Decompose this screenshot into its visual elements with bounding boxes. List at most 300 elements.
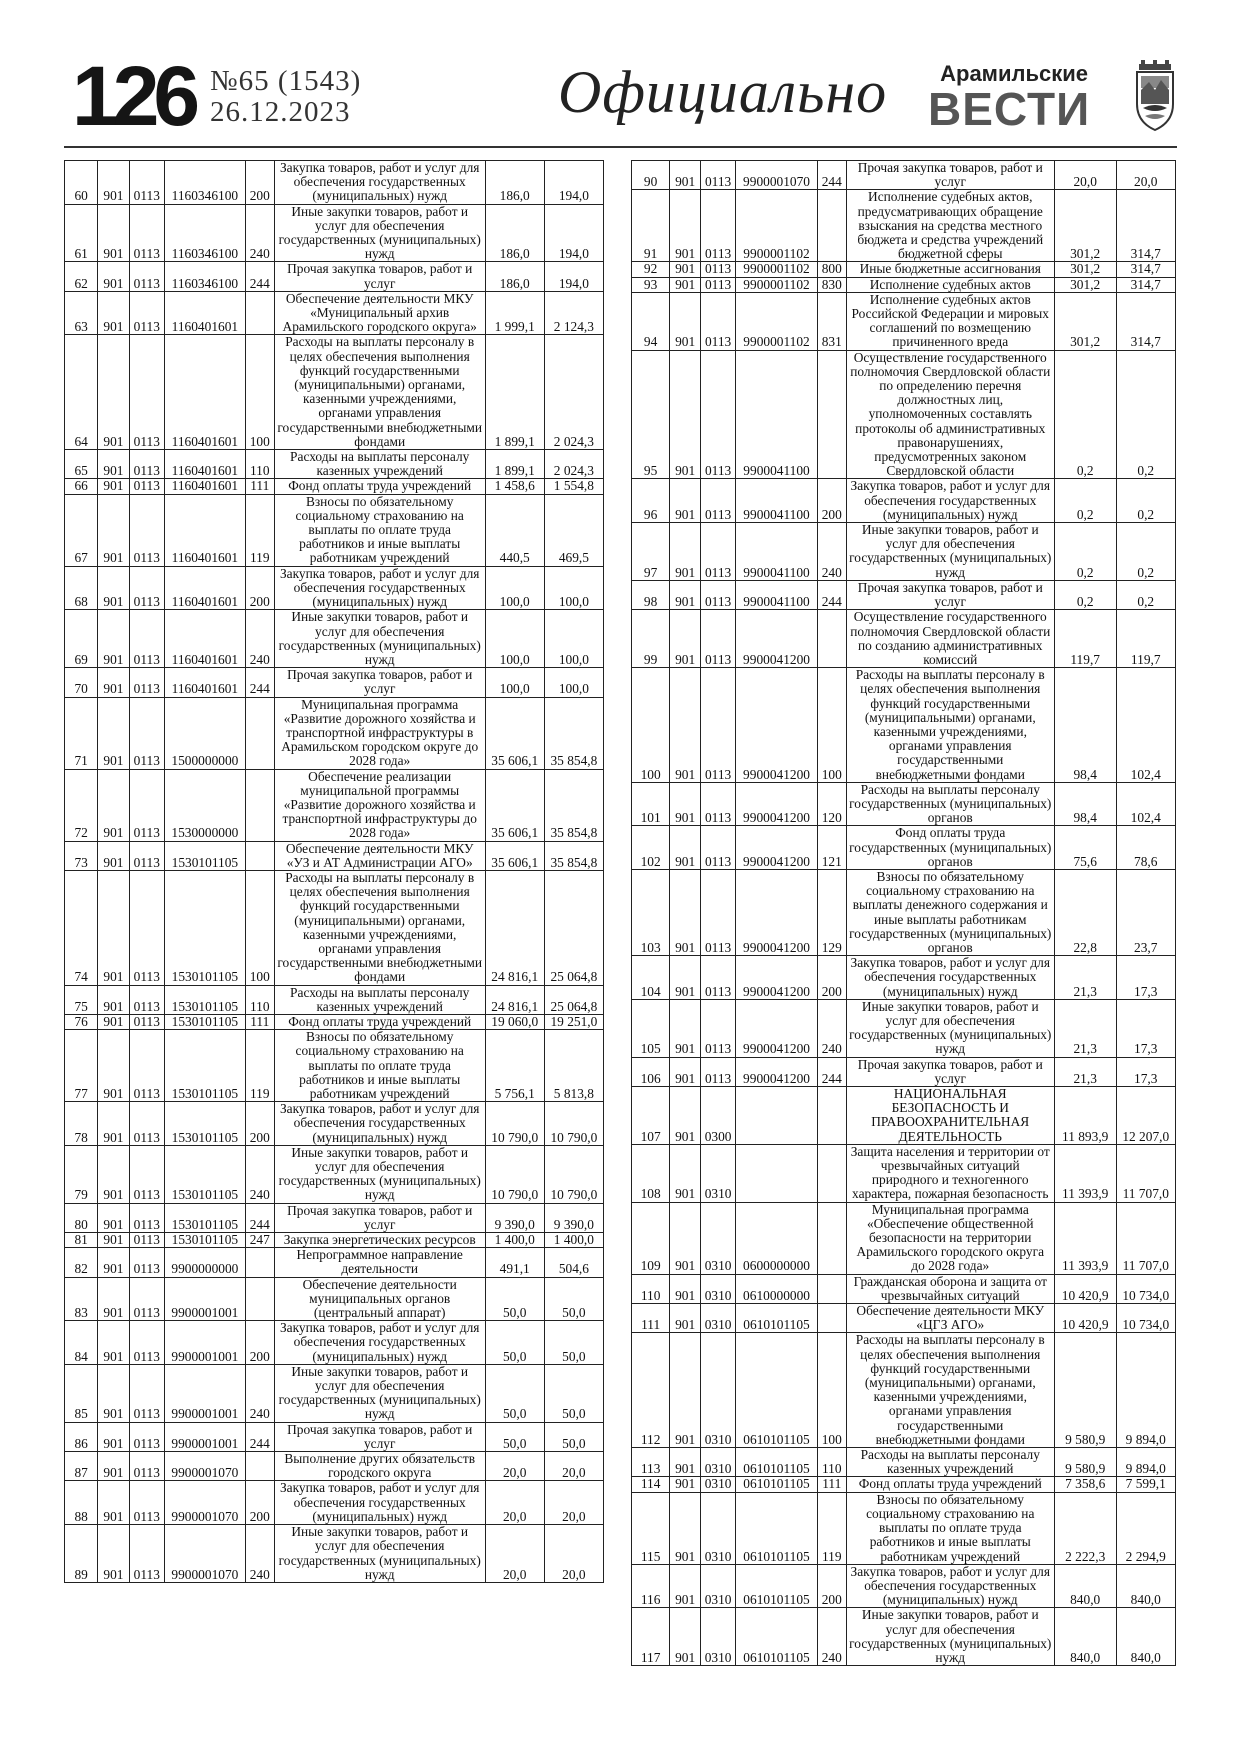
target-article-cell: 9900001070 [736, 161, 818, 190]
section-code-cell: 0113 [701, 523, 736, 581]
amount-2025-cell: 301,2 [1054, 190, 1116, 262]
dept-code-cell: 901 [98, 204, 129, 262]
expense-type-cell: 119 [245, 1030, 274, 1102]
table-row [632, 1564, 1176, 1608]
expense-type-cell: 110 [817, 1448, 846, 1477]
row-number-cell: 63 [65, 291, 98, 335]
expense-type-cell: 240 [817, 523, 846, 581]
item-name-cell: Иные закупки товаров, работ и услуг для обеспечения государственных (муниципальных) нужд [274, 1525, 485, 1583]
dept-code-cell: 901 [670, 1057, 701, 1086]
table-row [65, 870, 604, 985]
target-article-cell: 1530101105 [165, 870, 246, 985]
dept-code-cell: 901 [98, 1014, 129, 1029]
section-code-cell: 0113 [701, 869, 736, 955]
section-code-cell: 0113 [129, 1481, 165, 1525]
target-article-cell: 0610101105 [736, 1608, 818, 1666]
item-name-cell: Закупка товаров, работ и услуг для обеспечения государственных (муниципальных) нужд [274, 1102, 485, 1146]
amount-2025-cell: 10 420,9 [1054, 1274, 1116, 1303]
dept-code-cell: 901 [670, 1333, 701, 1448]
issue-date: 26.12.2023 [210, 96, 351, 128]
table-row [65, 262, 604, 291]
section-code-cell: 0310 [701, 1333, 736, 1448]
target-article-cell: 9900001102 [736, 190, 818, 262]
target-article-cell: 9900041200 [736, 956, 818, 1000]
item-name-cell: Прочая закупка товаров, работ и услуг [274, 1203, 485, 1232]
section-code-cell: 0113 [129, 870, 165, 985]
row-number-cell: 88 [65, 1481, 98, 1525]
page-number: 126 [72, 49, 195, 143]
section-code-cell: 0113 [129, 769, 165, 841]
item-name-cell: Закупка товаров, работ и услуг для обеспечения государственных (муниципальных) нужд [846, 1564, 1054, 1608]
table-row [632, 1274, 1176, 1303]
table-row [632, 277, 1176, 292]
expense-type-cell: 830 [817, 277, 846, 292]
table-row [65, 1203, 604, 1232]
item-name-cell: Фонд оплаты труда учреждений [846, 1477, 1054, 1492]
section-code-cell: 0113 [129, 697, 165, 769]
item-name-cell: Закупка энергетических ресурсов [274, 1233, 485, 1248]
target-article-cell: 0610101105 [736, 1492, 818, 1564]
amount-2025-cell: 186,0 [485, 161, 544, 205]
amount-2026-cell: 2 294,9 [1116, 1492, 1176, 1564]
item-name-cell: Взносы по обязательному социальному страхованию на выплаты по оплате труда работников и иные выплаты работникам учреждений [846, 1492, 1054, 1564]
amount-2025-cell: 11 893,9 [1054, 1087, 1116, 1145]
amount-2025-cell: 7 358,6 [1054, 1477, 1116, 1492]
amount-2026-cell: 102,4 [1116, 782, 1176, 826]
amount-2025-cell: 21,3 [1054, 956, 1116, 1000]
item-name-cell: Муниципальная программа «Обеспечение общественной безопасности на территории Арамильского городского округа до 2028 года» [846, 1202, 1054, 1274]
section-code-cell: 0113 [129, 1525, 165, 1583]
amount-2026-cell: 194,0 [544, 262, 603, 291]
section-code-cell: 0310 [701, 1492, 736, 1564]
dept-code-cell: 901 [98, 697, 129, 769]
section-code-cell: 0113 [701, 350, 736, 479]
row-number-cell: 99 [632, 610, 670, 668]
amount-2026-cell: 25 064,8 [544, 870, 603, 985]
target-article-cell: 9900000000 [165, 1248, 246, 1277]
amount-2025-cell: 100,0 [485, 610, 544, 668]
section-code-cell: 0113 [701, 782, 736, 826]
table-row [632, 826, 1176, 870]
item-name-cell: Расходы на выплаты персоналу казенных учреждений [274, 985, 485, 1014]
item-name-cell: Закупка товаров, работ и услуг для обеспечения государственных (муниципальных) нужд [274, 1321, 485, 1365]
item-name-cell: Обеспечение деятельности муниципальных органов (центральный аппарат) [274, 1277, 485, 1321]
amount-2025-cell: 35 606,1 [485, 697, 544, 769]
target-article-cell: 9900041100 [736, 580, 818, 609]
paper-logo [928, 61, 1091, 135]
section-title: Официально [558, 59, 888, 125]
target-article-cell: 9900041200 [736, 999, 818, 1057]
amount-2026-cell: 0,2 [1116, 350, 1176, 479]
amount-2026-cell: 314,7 [1116, 277, 1176, 292]
item-name-cell: Расходы на выплаты персоналу в целях обеспечения выполнения функций государственными (муниципальными) органами, казенными учреждениями, органами управления государственными внебюджетными фондами [274, 335, 485, 450]
table-row [65, 1364, 604, 1422]
section-code-cell: 0300 [701, 1087, 736, 1145]
dept-code-cell: 901 [98, 985, 129, 1014]
dept-code-cell: 901 [98, 1145, 129, 1203]
target-article-cell: 9900001102 [736, 277, 818, 292]
dept-code-cell: 901 [670, 1304, 701, 1333]
amount-2025-cell: 24 816,1 [485, 870, 544, 985]
amount-2026-cell: 20,0 [1116, 161, 1176, 190]
dept-code-cell: 901 [670, 1202, 701, 1274]
target-article-cell: 9900041200 [736, 869, 818, 955]
amount-2025-cell: 20,0 [1054, 161, 1116, 190]
expense-type-cell: 240 [245, 204, 274, 262]
amount-2026-cell: 194,0 [544, 161, 603, 205]
target-article-cell: 9900001001 [165, 1364, 246, 1422]
expense-type-cell: 111 [245, 479, 274, 494]
table-row [65, 1145, 604, 1203]
table-row [632, 479, 1176, 523]
target-article-cell: 1530101105 [165, 1203, 246, 1232]
section-code-cell: 0113 [701, 826, 736, 870]
amount-2026-cell: 35 854,8 [544, 841, 603, 870]
target-article-cell: 1530101105 [165, 1145, 246, 1203]
dept-code-cell: 901 [670, 580, 701, 609]
amount-2026-cell: 50,0 [544, 1422, 603, 1451]
dept-code-cell: 901 [98, 1030, 129, 1102]
item-name-cell: Прочая закупка товаров, работ и услуг [846, 161, 1054, 190]
expense-type-cell [817, 610, 846, 668]
issue-number: №65 (1543) [210, 65, 362, 97]
coat-of-arms-icon [1133, 60, 1177, 132]
dept-code-cell: 901 [98, 841, 129, 870]
table-row [65, 841, 604, 870]
dept-code-cell: 901 [670, 161, 701, 190]
item-name-cell: Расходы на выплаты персоналу государственных (муниципальных) органов [846, 782, 1054, 826]
amount-2025-cell: 20,0 [485, 1481, 544, 1525]
row-number-cell: 108 [632, 1144, 670, 1202]
amount-2025-cell: 0,2 [1054, 350, 1116, 479]
item-name-cell: Осуществление государственного полномочия Свердловской области по созданию административных комиссий [846, 610, 1054, 668]
issue-info [210, 66, 361, 128]
expense-type-cell [817, 1202, 846, 1274]
amount-2025-cell: 1 458,6 [485, 479, 544, 494]
table-row [65, 1233, 604, 1248]
expense-type-cell [817, 1274, 846, 1303]
left-column [64, 160, 604, 1583]
dept-code-cell: 901 [670, 1492, 701, 1564]
target-article-cell: 1160401601 [165, 479, 246, 494]
row-number-cell: 66 [65, 479, 98, 494]
dept-code-cell: 901 [670, 956, 701, 1000]
amount-2026-cell: 5 813,8 [544, 1030, 603, 1102]
amount-2026-cell: 20,0 [544, 1452, 603, 1481]
amount-2026-cell: 17,3 [1116, 1057, 1176, 1086]
target-article-cell: 9900001001 [165, 1321, 246, 1365]
amount-2025-cell: 11 393,9 [1054, 1202, 1116, 1274]
item-name-cell: Закупка товаров, работ и услуг для обеспечения государственных (муниципальных) нужд [274, 1481, 485, 1525]
expense-type-cell [817, 1144, 846, 1202]
amount-2026-cell: 7 599,1 [1116, 1477, 1176, 1492]
table-row [65, 1248, 604, 1277]
dept-code-cell: 901 [98, 161, 129, 205]
section-code-cell: 0113 [701, 580, 736, 609]
section-code-cell: 0113 [701, 479, 736, 523]
amount-2025-cell: 301,2 [1054, 277, 1116, 292]
row-number-cell: 92 [632, 262, 670, 277]
section-code-cell: 0310 [701, 1304, 736, 1333]
dept-code-cell: 901 [98, 668, 129, 697]
amount-2026-cell: 35 854,8 [544, 769, 603, 841]
amount-2026-cell: 78,6 [1116, 826, 1176, 870]
target-article-cell: 1530101105 [165, 985, 246, 1014]
section-code-cell: 0113 [701, 956, 736, 1000]
row-number-cell: 67 [65, 494, 98, 566]
amount-2025-cell: 100,0 [485, 668, 544, 697]
dept-code-cell: 901 [670, 262, 701, 277]
expense-type-cell: 119 [245, 494, 274, 566]
amount-2026-cell: 2 024,3 [544, 450, 603, 479]
target-article-cell: 9900041200 [736, 826, 818, 870]
target-article-cell: 1530101105 [165, 841, 246, 870]
table-row [632, 1087, 1176, 1145]
expense-type-cell: 200 [245, 566, 274, 610]
amount-2025-cell: 840,0 [1054, 1564, 1116, 1608]
item-name-cell: Иные закупки товаров, работ и услуг для обеспечения государственных (муниципальных) нужд [846, 999, 1054, 1057]
row-number-cell: 106 [632, 1057, 670, 1086]
amount-2025-cell: 840,0 [1054, 1608, 1116, 1666]
row-number-cell: 81 [65, 1233, 98, 1248]
row-number-cell: 90 [632, 161, 670, 190]
target-article-cell: 0610101105 [736, 1448, 818, 1477]
table-row [65, 335, 604, 450]
section-code-cell: 0310 [701, 1202, 736, 1274]
section-code-cell: 0113 [701, 610, 736, 668]
amount-2026-cell: 0,2 [1116, 479, 1176, 523]
target-article-cell: 0610000000 [736, 1274, 818, 1303]
expense-type-cell: 800 [817, 262, 846, 277]
expense-type-cell: 200 [817, 1564, 846, 1608]
item-name-cell: Иные закупки товаров, работ и услуг для обеспечения государственных (муниципальных) нужд [274, 1364, 485, 1422]
amount-2026-cell: 10 790,0 [544, 1102, 603, 1146]
target-article-cell: 0610101105 [736, 1477, 818, 1492]
section-code-cell: 0113 [129, 1030, 165, 1102]
table-row [632, 869, 1176, 955]
dept-code-cell: 901 [670, 1608, 701, 1666]
expense-type-cell [817, 350, 846, 479]
target-article-cell: 1160401601 [165, 668, 246, 697]
table-row [65, 161, 604, 205]
table-row [632, 1304, 1176, 1333]
amount-2026-cell: 194,0 [544, 204, 603, 262]
amount-2025-cell: 1 999,1 [485, 291, 544, 335]
row-number-cell: 71 [65, 697, 98, 769]
amount-2026-cell: 840,0 [1116, 1564, 1176, 1608]
row-number-cell: 113 [632, 1448, 670, 1477]
right-column [631, 160, 1176, 1666]
table-row [632, 956, 1176, 1000]
amount-2026-cell: 9 894,0 [1116, 1333, 1176, 1448]
section-code-cell: 0113 [129, 1145, 165, 1203]
row-number-cell: 109 [632, 1202, 670, 1274]
table-row [65, 1321, 604, 1365]
expense-type-cell: 200 [245, 1321, 274, 1365]
amount-2026-cell: 102,4 [1116, 668, 1176, 783]
target-article-cell: 1530000000 [165, 769, 246, 841]
amount-2025-cell: 119,7 [1054, 610, 1116, 668]
table-row [632, 190, 1176, 262]
paper-name-line2: ВЕСТИ [928, 83, 1091, 135]
target-article-cell: 1160401601 [165, 291, 246, 335]
row-number-cell: 77 [65, 1030, 98, 1102]
amount-2025-cell: 20,0 [485, 1525, 544, 1583]
section-code-cell: 0310 [701, 1477, 736, 1492]
section-code-cell: 0113 [129, 291, 165, 335]
target-article-cell: 1160346100 [165, 262, 246, 291]
target-article-cell: 0610101105 [736, 1304, 818, 1333]
item-name-cell: Взносы по обязательному социальному страхованию на выплаты денежного содержания и иные выплаты работникам государственных (муниципальных) органов [846, 869, 1054, 955]
table-row [65, 1422, 604, 1451]
dept-code-cell: 901 [98, 335, 129, 450]
target-article-cell: 1530101105 [165, 1030, 246, 1102]
target-article-cell: 9900041200 [736, 668, 818, 783]
amount-2025-cell: 0,2 [1054, 479, 1116, 523]
amount-2025-cell: 9 580,9 [1054, 1333, 1116, 1448]
target-article-cell: 1160401601 [165, 566, 246, 610]
row-number-cell: 79 [65, 1145, 98, 1203]
expense-type-cell: 119 [817, 1492, 846, 1564]
row-number-cell: 87 [65, 1452, 98, 1481]
item-name-cell: Выполнение других обязательств городского округа [274, 1452, 485, 1481]
table-row [632, 668, 1176, 783]
section-code-cell: 0310 [701, 1608, 736, 1666]
amount-2026-cell: 17,3 [1116, 956, 1176, 1000]
table-row [632, 1448, 1176, 1477]
item-name-cell: Фонд оплаты труда государственных (муниципальных) органов [846, 826, 1054, 870]
target-article-cell: 1530101105 [165, 1014, 246, 1029]
amount-2025-cell: 22,8 [1054, 869, 1116, 955]
amount-2025-cell: 5 756,1 [485, 1030, 544, 1102]
dept-code-cell: 901 [670, 668, 701, 783]
amount-2026-cell: 50,0 [544, 1364, 603, 1422]
section-code-cell: 0113 [701, 262, 736, 277]
expense-type-cell: 110 [245, 450, 274, 479]
table-row [632, 782, 1176, 826]
row-number-cell: 100 [632, 668, 670, 783]
amount-2026-cell: 12 207,0 [1116, 1087, 1176, 1145]
amount-2025-cell: 35 606,1 [485, 841, 544, 870]
dept-code-cell: 901 [670, 869, 701, 955]
expense-type-cell: 111 [245, 1014, 274, 1029]
item-name-cell: Закупка товаров, работ и услуг для обеспечения государственных (муниципальных) нужд [846, 956, 1054, 1000]
amount-2026-cell: 0,2 [1116, 580, 1176, 609]
dept-code-cell: 901 [670, 1477, 701, 1492]
page-header [64, 49, 1177, 143]
dept-code-cell: 901 [670, 292, 701, 350]
expense-type-cell: 244 [245, 668, 274, 697]
amount-2026-cell: 20,0 [544, 1481, 603, 1525]
table-row [632, 350, 1176, 479]
row-number-cell: 83 [65, 1277, 98, 1321]
table-row [632, 523, 1176, 581]
dept-code-cell: 901 [98, 1525, 129, 1583]
expense-type-cell: 247 [245, 1233, 274, 1248]
table-row [65, 1452, 604, 1481]
section-code-cell: 0113 [129, 841, 165, 870]
amount-2025-cell: 186,0 [485, 262, 544, 291]
expense-type-cell: 240 [245, 1525, 274, 1583]
section-code-cell: 0113 [129, 1014, 165, 1029]
paper-name-line1: Арамильские [940, 61, 1088, 86]
expense-type-cell: 100 [245, 335, 274, 450]
row-number-cell: 69 [65, 610, 98, 668]
amount-2026-cell: 314,7 [1116, 262, 1176, 277]
dept-code-cell: 901 [98, 262, 129, 291]
target-article-cell: 9900041200 [736, 1057, 818, 1086]
amount-2025-cell: 11 393,9 [1054, 1144, 1116, 1202]
table-row [632, 262, 1176, 277]
row-number-cell: 110 [632, 1274, 670, 1303]
section-code-cell: 0113 [701, 292, 736, 350]
amount-2026-cell: 9 894,0 [1116, 1448, 1176, 1477]
table-row [632, 1057, 1176, 1086]
dept-code-cell: 901 [670, 782, 701, 826]
row-number-cell: 62 [65, 262, 98, 291]
row-number-cell: 98 [632, 580, 670, 609]
budget-table-left [64, 160, 604, 1583]
expense-type-cell: 244 [817, 161, 846, 190]
target-article-cell: 1160401601 [165, 494, 246, 566]
dept-code-cell: 901 [98, 291, 129, 335]
row-number-cell: 94 [632, 292, 670, 350]
amount-2025-cell: 10 420,9 [1054, 1304, 1116, 1333]
amount-2025-cell: 2 222,3 [1054, 1492, 1116, 1564]
table-row [65, 769, 604, 841]
expense-type-cell: 831 [817, 292, 846, 350]
target-article-cell: 1160401601 [165, 335, 246, 450]
target-article-cell: 1530101105 [165, 1102, 246, 1146]
table-row [65, 1030, 604, 1102]
amount-2026-cell: 100,0 [544, 610, 603, 668]
expense-type-cell: 121 [817, 826, 846, 870]
item-name-cell: Защита населения и территории от чрезвычайных ситуаций природного и техногенного характера, пожарная безопасность [846, 1144, 1054, 1202]
amount-2025-cell: 186,0 [485, 204, 544, 262]
target-article-cell [736, 1144, 818, 1202]
section-code-cell: 0113 [129, 1233, 165, 1248]
table-row [632, 1144, 1176, 1202]
amount-2025-cell: 21,3 [1054, 999, 1116, 1057]
amount-2026-cell: 10 790,0 [544, 1145, 603, 1203]
row-number-cell: 112 [632, 1333, 670, 1448]
row-number-cell: 97 [632, 523, 670, 581]
expense-type-cell: 200 [245, 1102, 274, 1146]
row-number-cell: 116 [632, 1564, 670, 1608]
dept-code-cell: 901 [670, 277, 701, 292]
item-name-cell: Прочая закупка товаров, работ и услуг [274, 668, 485, 697]
row-number-cell: 70 [65, 668, 98, 697]
amount-2026-cell: 20,0 [544, 1525, 603, 1583]
target-article-cell: 1160346100 [165, 204, 246, 262]
item-name-cell: Расходы на выплаты персоналу в целях обеспечения выполнения функций государственными (муниципальными) органами, казенными учреждениями, органами управления государственными внебюджетными фондами [274, 870, 485, 985]
row-number-cell: 114 [632, 1477, 670, 1492]
item-name-cell: Муниципальная программа «Развитие дорожного хозяйства и транспортной инфраструктуры в Арамильском городском округе до 2028 года» [274, 697, 485, 769]
dept-code-cell: 901 [98, 1321, 129, 1365]
row-number-cell: 74 [65, 870, 98, 985]
header-rule [64, 146, 1177, 148]
amount-2025-cell: 1 400,0 [485, 1233, 544, 1248]
dept-code-cell: 901 [98, 1422, 129, 1451]
section-code-cell: 0113 [701, 190, 736, 262]
target-article-cell: 9900041100 [736, 479, 818, 523]
amount-2026-cell: 11 707,0 [1116, 1202, 1176, 1274]
amount-2026-cell: 314,7 [1116, 190, 1176, 262]
table-row [65, 1014, 604, 1029]
section-code-cell: 0113 [129, 1452, 165, 1481]
dept-code-cell: 901 [670, 523, 701, 581]
expense-type-cell [817, 190, 846, 262]
